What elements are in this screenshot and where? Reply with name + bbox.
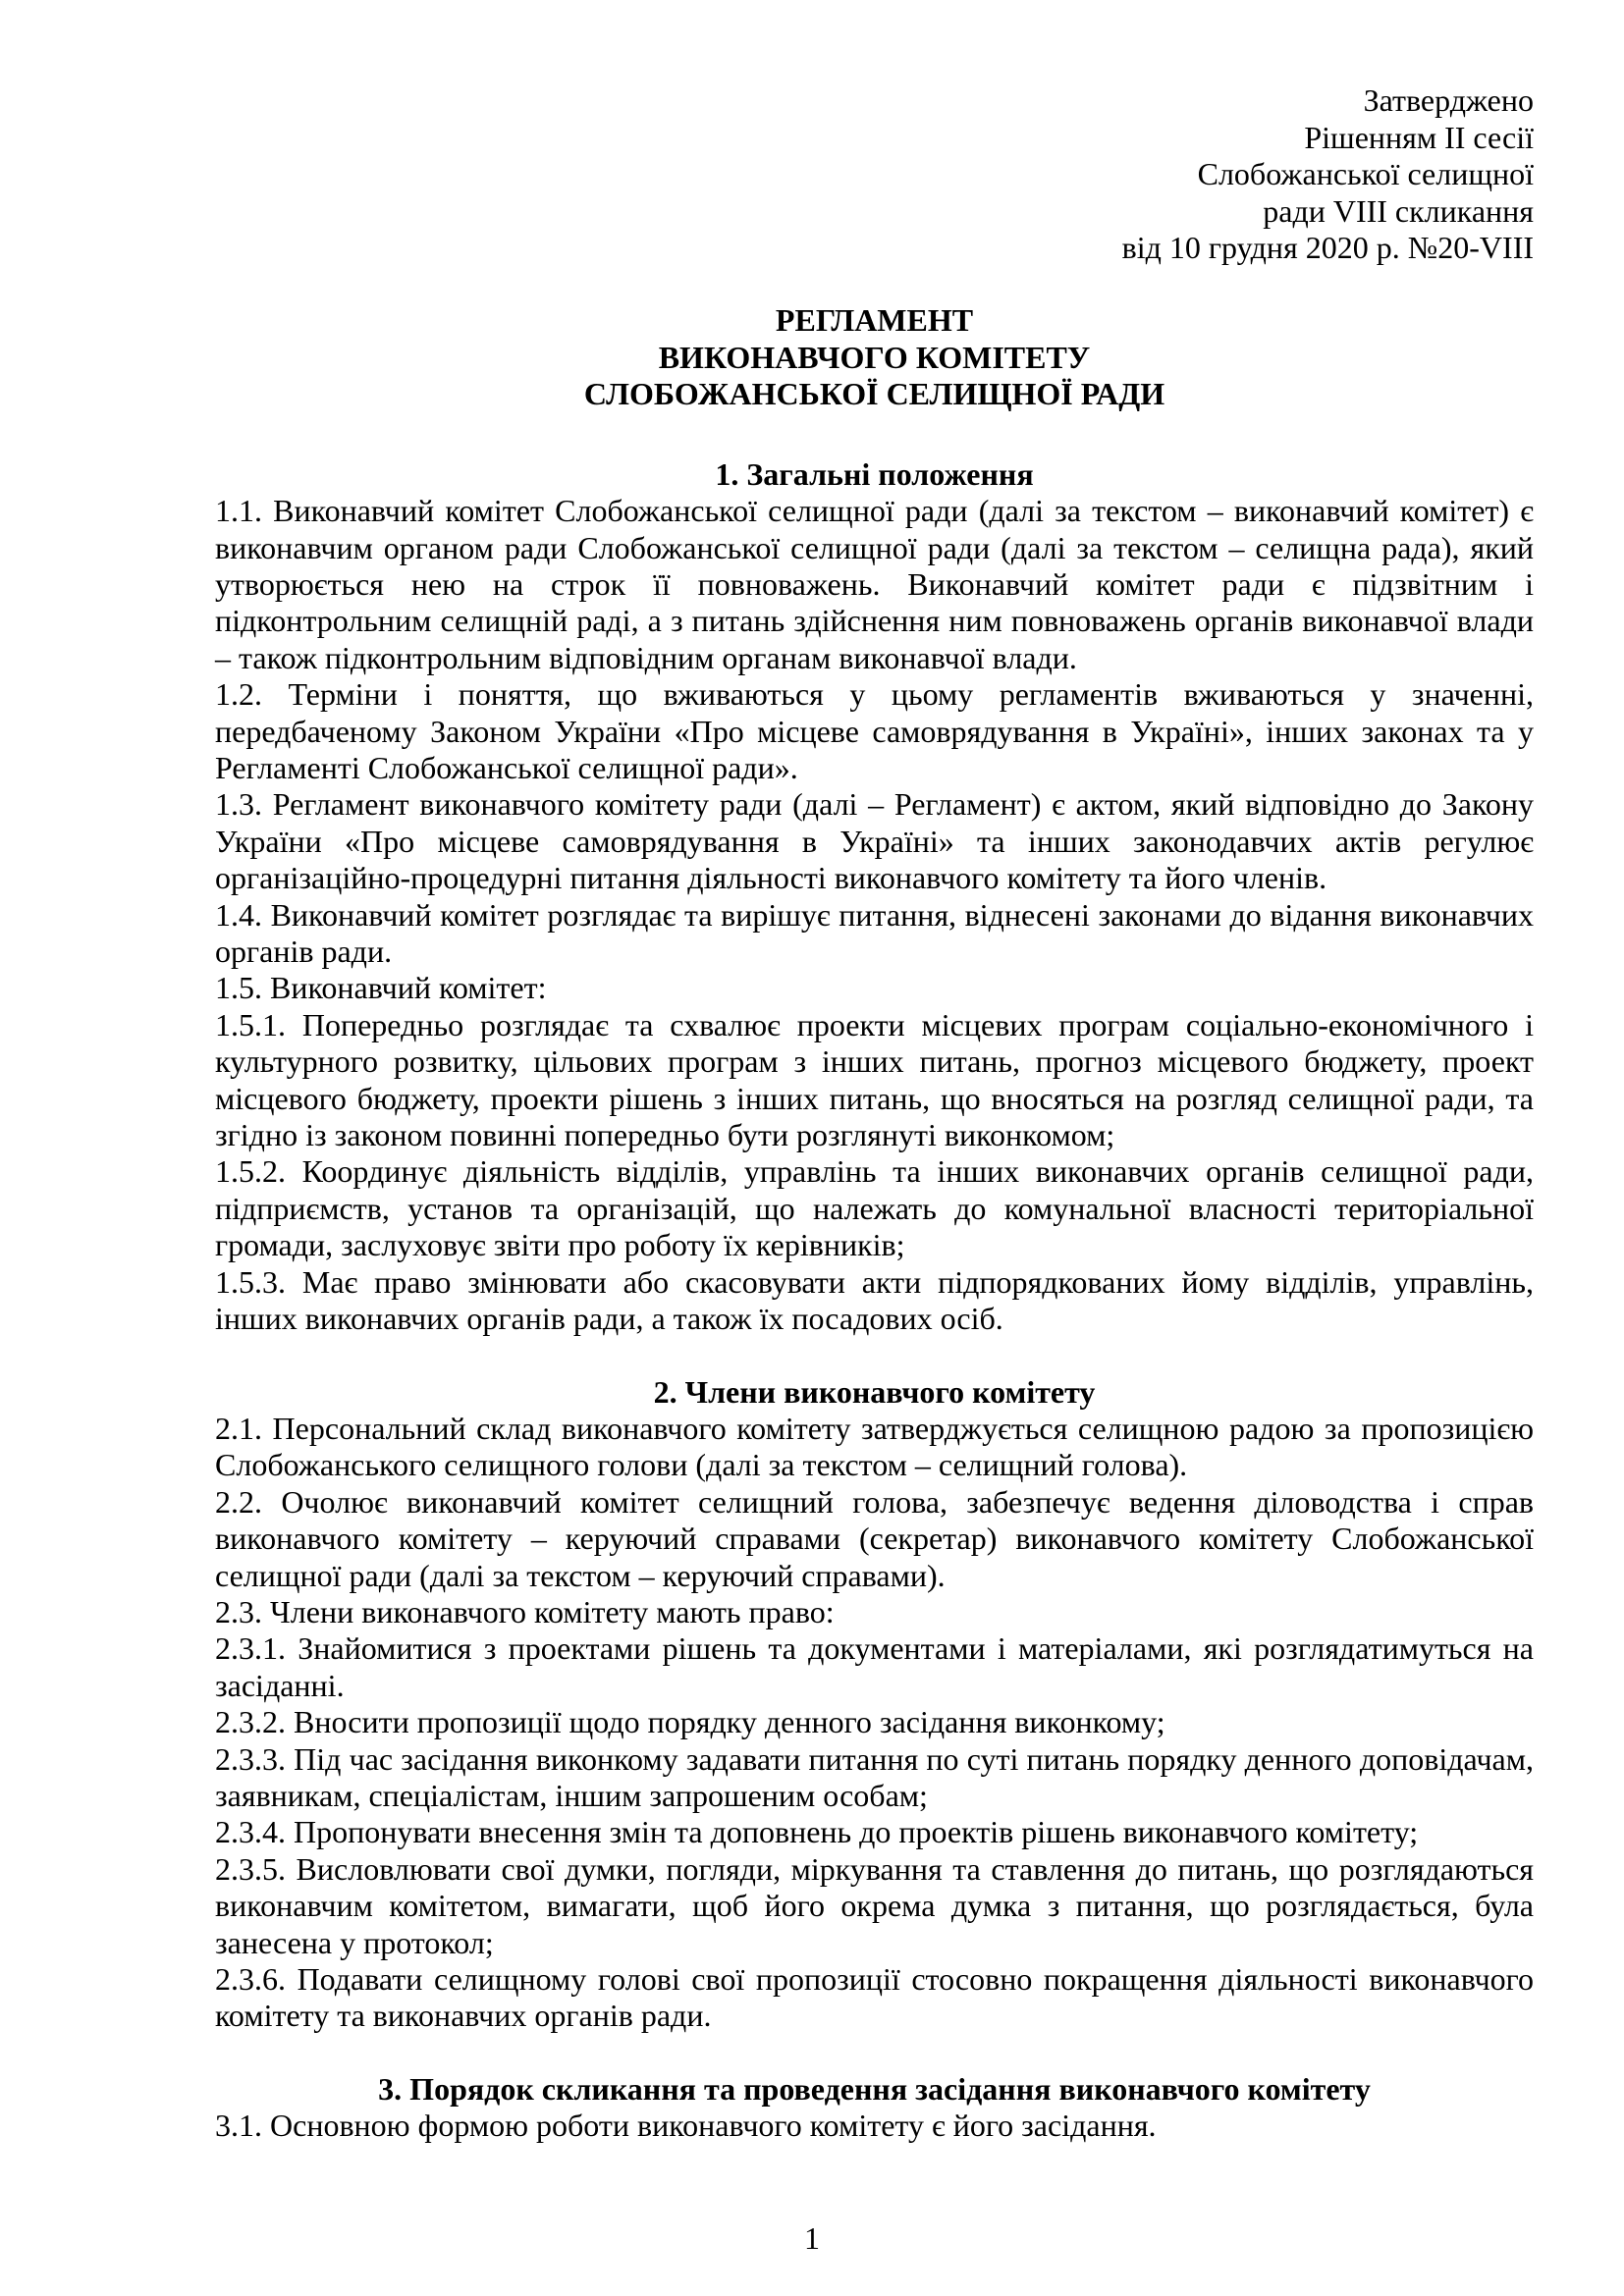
document-title	[215, 302, 1534, 413]
paragraph: 1.5.2. Координує діяльність відділів, управлінь та інших виконавчих органів селищної ради, підприємств, установ та організацій, що належать до комунальної власності територіальної громади, заслуховує звіти про роботу їх керівників;	[215, 1153, 1534, 1263]
approval-block	[215, 82, 1534, 267]
section-heading: 3. Порядок скликання та проведення засідання виконавчого комітету	[378, 2070, 1371, 2107]
paragraph: 2.2. Очолює виконавчий комітет селищний голова, забезпечує ведення діловодства і справ виконавчого комітету – керуючий справами (секретар) виконавчого комітету Слобожанської селищної ради (далі за текстом – керуючий справами).	[215, 1483, 1534, 1593]
paragraph: 1.5. Виконавчий комітет:	[215, 970, 547, 1006]
page-number: 1	[804, 2220, 820, 2256]
approval-line: Затверджено	[1363, 82, 1534, 118]
title-line: СЛОБОЖАНСЬКОЇ СЕЛИЩНОЇ РАДИ	[583, 376, 1165, 412]
paragraph: 1.2. Терміни і поняття, що вживаються у цьому регламентів вживаються у значенні, передбаченому Законом України «Про місцеве самоврядування в Україні», інших законах та у Регламенті Слобожанської селищної ради».	[215, 676, 1534, 785]
approval-line: Рішенням ІІ сесії	[1304, 119, 1534, 155]
paragraph: 3.1. Основною формою роботи виконавчого комітету є його засідання.	[215, 2108, 1157, 2144]
paragraph: 2.3. Члени виконавчого комітету мають право:	[215, 1593, 835, 1629]
section-spacer	[215, 2035, 1534, 2071]
paragraph: 1.5.3. Має право змінювати або скасовувати акти підпорядкованих йому відділів, управлінь, інших виконавчих органів ради, а також їх посадових осіб.	[215, 1263, 1534, 1337]
paragraph: 2.3.5. Висловлювати свої думки, погляди, міркування та ставлення до питань, що розглядаються виконавчим комітетом, вимагати, щоб його окрема думка з питання, що розглядається, була занесена у протокол;	[215, 1850, 1534, 1960]
section-spacer	[215, 1338, 1534, 1374]
paragraph: 2.1. Персональний склад виконавчого комітету затверджується селищною радою за пропозицією Слобожанського селищного голови (далі за текстом – селищний голова).	[215, 1410, 1534, 1483]
approval-line: від 10 грудня 2020 р. №20-VIII	[1121, 230, 1534, 266]
paragraph: 1.3. Регламент виконавчого комітету ради (далі – Регламент) є актом, який відповідно до Закону України «Про місцеве самоврядування в Україні» та інших законодавчих актів регулює організаційно-процедурні питання діяльності виконавчого комітету та його членів.	[215, 786, 1534, 896]
title-line: ВИКОНАВЧОГО КОМІТЕТУ	[658, 339, 1091, 375]
paragraph: 2.3.2. Вносити пропозиції щодо порядку денного засідання виконкому;	[215, 1704, 1165, 1740]
section-heading: 2. Члени виконавчого комітету	[653, 1373, 1096, 1410]
paragraph: 2.3.4. Пропонувати внесення змін та доповнень до проектів рішень виконавчого комітету;	[215, 1814, 1419, 1850]
approval-line: Слобожанської селищної	[1197, 156, 1534, 192]
paragraph: 1.1. Виконавчий комітет Слобожанської селищної ради (далі за текстом – виконавчий комітет) є виконавчим органом ради Слобожанської селищної ради (далі за текстом – селищна рада), який утворюється нею на строк її повноважень. Виконавчий комітет ради є підзвітним і підконтрольним селищній раді, а з питань здійснення ним повноважень органів виконавчої влади – також підконтрольним відповідним органам виконавчої влади.	[215, 493, 1534, 675]
paragraph: 1.4. Виконавчий комітет розглядає та вирішує питання, віднесені законами до відання виконавчих органів ради.	[215, 896, 1534, 970]
paragraph: 2.3.6. Подавати селищному голові свої пропозиції стосовно покращення діяльності виконавчого комітету та виконавчих органів ради.	[215, 1961, 1534, 2034]
paragraph: 2.3.3. Під час засідання виконкому задавати питання по суті питань порядку денного доповідачам, заявникам, спеціалістам, іншим запрошеним особам;	[215, 1740, 1534, 1813]
paragraph: 2.3.1. Знайомитися з проектами рішень та документами і матеріалами, які розглядатимуться на засіданні.	[215, 1630, 1534, 1703]
approval-line: ради VIII скликання	[1263, 192, 1534, 229]
section-heading: 1. Загальні положення	[715, 455, 1034, 492]
paragraph: 1.5.1. Попередньо розглядає та схвалює проекти місцевих програм соціально-економічного і культурного розвитку, цільових програм з інших питань, прогноз місцевого бюджету, проект місцевого бюджету, проекти рішень з інших питань, що вносяться на розгляд селищної ради, та згідно із законом повинні попередньо бути розглянуті виконкомом;	[215, 1006, 1534, 1153]
title-line: РЕГЛАМЕНТ	[775, 301, 974, 338]
